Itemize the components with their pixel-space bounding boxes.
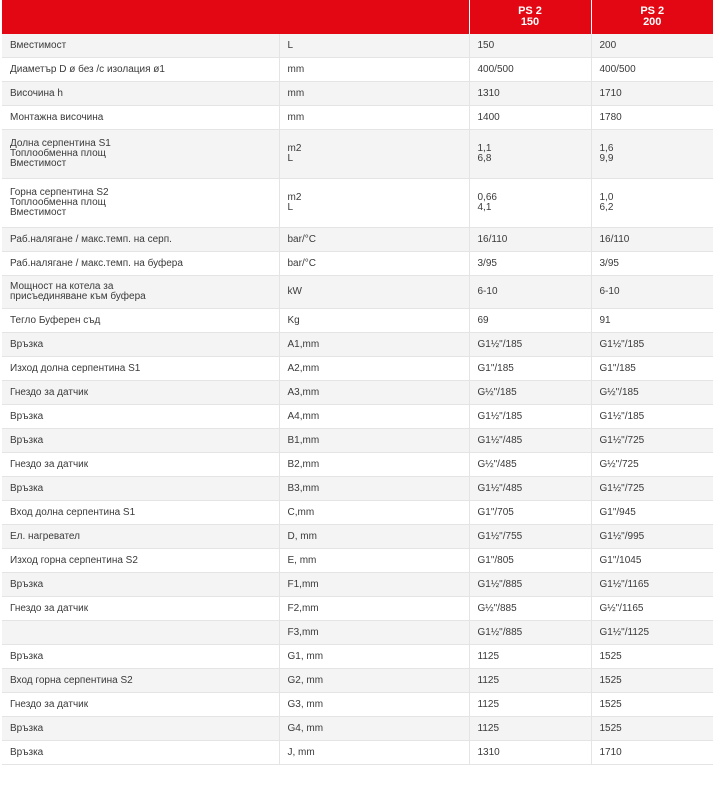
ps2-200-value-cell [591,669,713,693]
ps2-150-value-cell-text: G1"/705 [477,506,514,518]
header-ps2-200-model: PS 2 [640,5,665,17]
table-row [2,477,713,501]
unit-cell [279,549,469,573]
unit-cell-text: Kg [287,314,300,326]
parameter-cell [2,333,279,357]
table-row [2,429,713,453]
ps2-200-value-cell-text: 3/95 [599,257,619,269]
unit-cell-text: J, mm [287,746,315,758]
table-body [2,34,713,765]
ps2-150-value-cell [469,549,591,573]
unit-cell [279,381,469,405]
unit-cell-text: F3,mm [287,626,319,638]
ps2-200-value-cell-text: G1½"/995 [599,530,645,542]
unit-cell-text: B1,mm [287,434,320,446]
ps2-150-value-cell [469,82,591,106]
ps2-150-value-cell [469,669,591,693]
ps2-200-value-cell [591,333,713,357]
parameter-cell [2,597,279,621]
ps2-150-value-cell [469,381,591,405]
table-row [2,525,713,549]
unit-cell [279,34,469,58]
ps2-200-value-cell-text: 400/500 [599,63,636,75]
parameter-cell [2,477,279,501]
ps2-200-value-cell-text: G1"/945 [599,506,636,518]
parameter-cell [2,179,279,228]
ps2-150-value-cell-text: G1½"/485 [477,482,523,494]
parameter-cell-text: Раб.налягане / макс.темп. на серп. [10,233,172,245]
parameter-cell-text: Връзка [10,746,44,758]
unit-cell-text: C,mm [287,506,315,518]
ps2-150-value-cell-text: G½"/485 [477,458,517,470]
ps2-200-value-cell-text: 6-10 [599,286,620,297]
parameter-cell-text: Мощност на котела за [10,281,114,292]
parameter-cell-text: Изход горна серпентина S2 [10,554,138,566]
ps2-150-value-cell [469,58,591,82]
unit-cell-text: L [287,153,294,164]
unit-cell-text: kW [287,286,302,297]
unit-cell [279,82,469,106]
unit-cell-text: G3, mm [287,698,324,710]
ps2-150-value-cell [469,357,591,381]
ps2-150-value-cell [469,597,591,621]
ps2-150-value-cell-text: 1125 [477,674,500,686]
unit-cell-text: D, mm [287,530,317,542]
ps2-150-value-cell [469,501,591,525]
ps2-150-value-cell-text: 4,1 [477,202,492,213]
ps2-150-value-cell-text: G1½"/485 [477,434,523,446]
parameter-cell [2,453,279,477]
table-row [2,333,713,357]
parameter-cell [2,276,279,309]
unit-cell-text: bar/°C [287,233,316,245]
ps2-200-value-cell [591,573,713,597]
ps2-150-value-cell [469,525,591,549]
ps2-150-value-cell-text: 1310 [477,746,500,758]
parameter-cell-text: Долна серпентина S1 [10,138,111,149]
ps2-150-value-cell [469,333,591,357]
ps2-150-value-cell-text: 1125 [477,650,500,662]
parameter-cell-text: Вместимост [10,158,67,169]
ps2-150-value-cell-text: G½"/885 [477,602,517,614]
unit-cell [279,130,469,179]
ps2-200-value-cell-text: G1"/1045 [599,554,642,566]
unit-cell [279,477,469,501]
ps2-150-value-cell [469,309,591,333]
ps2-200-value-cell-text: 1780 [599,111,622,123]
ps2-200-value-cell [591,525,713,549]
table-row [2,717,713,741]
header-unit [279,0,469,34]
ps2-200-value-cell [591,477,713,501]
ps2-150-value-cell [469,741,591,765]
ps2-200-value-cell [591,276,713,309]
ps2-200-value-cell-text: G½"/1165 [599,602,644,614]
ps2-200-value-cell [591,357,713,381]
parameter-cell-text: Гнездо за датчик [10,698,89,710]
ps2-150-value-cell [469,693,591,717]
table-row [2,82,713,106]
ps2-200-value-cell [591,453,713,477]
table-row [2,381,713,405]
parameter-cell-text: Връзка [10,650,44,662]
ps2-150-value-cell [469,717,591,741]
ps2-150-value-cell-text: G1½"/185 [477,410,523,422]
parameter-cell-text: Монтажна височина [10,111,104,123]
ps2-200-value-cell [591,429,713,453]
unit-cell-text: B3,mm [287,482,320,494]
unit-cell [279,597,469,621]
parameter-cell-text: Връзка [10,338,44,350]
parameter-cell [2,130,279,179]
ps2-200-value-cell [591,597,713,621]
ps2-200-value-cell [591,405,713,429]
ps2-150-value-cell [469,252,591,276]
unit-cell-text: G4, mm [287,722,324,734]
ps2-200-value-cell-text: 1710 [599,87,622,99]
parameter-cell-text: присъединяване към буфера [10,291,146,302]
header-parameter [2,0,279,34]
ps2-200-value-cell-text: 16/110 [599,233,630,245]
ps2-150-value-cell-text: 3/95 [477,257,497,269]
unit-cell-text: G1, mm [287,650,324,662]
parameter-cell [2,741,279,765]
parameter-cell [2,693,279,717]
unit-cell [279,693,469,717]
table-row [2,405,713,429]
ps2-200-value-cell [591,645,713,669]
parameter-cell [2,381,279,405]
ps2-150-value-cell [469,179,591,228]
table-row [2,693,713,717]
parameter-cell-text: Вход горна серпентина S2 [10,674,133,686]
parameter-cell-text: Тегло Буферен съд [10,314,101,326]
ps2-200-value-cell-text: 1525 [599,722,622,734]
ps2-200-value-cell [591,501,713,525]
unit-cell [279,58,469,82]
ps2-200-value-cell-text: G1½"/1165 [599,578,650,590]
ps2-150-value-cell-text: G1½"/185 [477,338,523,350]
unit-cell [279,453,469,477]
ps2-200-value-cell-text: G1½"/185 [599,410,645,422]
parameter-cell [2,525,279,549]
unit-cell [279,405,469,429]
unit-cell-text: mm [287,87,305,99]
parameter-cell-text: Раб.налягане / макс.темп. на буфера [10,257,183,269]
unit-cell [279,309,469,333]
ps2-200-value-cell-text: 1710 [599,746,622,758]
ps2-150-value-cell-text: 0,66 [477,192,497,203]
ps2-150-value-cell [469,453,591,477]
parameter-cell [2,405,279,429]
table-row [2,179,713,228]
unit-cell [279,357,469,381]
ps2-150-value-cell-text: 1,1 [477,143,492,154]
parameter-cell [2,573,279,597]
unit-cell-text: bar/°C [287,257,316,269]
parameter-cell [2,106,279,130]
unit-cell-text: m2 [287,143,302,154]
table-row [2,58,713,82]
parameter-cell [2,645,279,669]
parameter-cell-text: Изход долна серпентина S1 [10,362,141,374]
ps2-200-value-cell-text: G1½"/725 [599,482,645,494]
ps2-200-value-cell [591,58,713,82]
unit-cell [279,573,469,597]
ps2-150-value-cell-text: 1125 [477,722,500,734]
ps2-200-value-cell-text: 1,0 [599,192,614,203]
ps2-200-value-cell [591,549,713,573]
ps2-150-value-cell [469,130,591,179]
parameter-cell [2,252,279,276]
unit-cell [279,645,469,669]
parameter-cell [2,82,279,106]
parameter-cell-text: Топлообменна площ [10,148,106,159]
ps2-200-value-cell [591,309,713,333]
parameter-cell-text: Гнездо за датчик [10,458,89,470]
ps2-150-value-cell-text: 6,8 [477,153,492,164]
parameter-cell [2,501,279,525]
ps2-150-value-cell [469,34,591,58]
ps2-150-value-cell [469,405,591,429]
table-row [2,669,713,693]
ps2-200-value-cell [591,34,713,58]
unit-cell [279,429,469,453]
ps2-200-value-cell [591,717,713,741]
parameter-cell [2,309,279,333]
ps2-150-value-cell-text: G½"/185 [477,386,517,398]
ps2-150-value-cell-text: 6-10 [477,286,498,297]
ps2-150-value-cell [469,228,591,252]
ps2-200-value-cell-text: 6,2 [599,202,614,213]
ps2-150-value-cell-text: 400/500 [477,63,514,75]
ps2-200-value-cell-text: G1½"/1125 [599,626,650,638]
ps2-200-value-cell [591,621,713,645]
parameter-cell-text: Връзка [10,434,44,446]
parameter-cell [2,669,279,693]
unit-cell-text: m2 [287,192,302,203]
parameter-cell-text: Вход долна серпентина S1 [10,506,136,518]
unit-cell-text: L [287,39,294,51]
ps2-150-value-cell [469,276,591,309]
ps2-200-value-cell-text: 91 [599,314,611,326]
unit-cell [279,501,469,525]
header-ps2-200-volume: 200 [643,16,662,28]
header-ps2-200 [591,0,713,34]
ps2-150-value-cell-text: 69 [477,314,489,326]
table-header [2,0,713,34]
ps2-150-value-cell [469,429,591,453]
unit-cell-text: A4,mm [287,410,320,422]
unit-cell-text: mm [287,111,305,123]
table-row [2,549,713,573]
ps2-150-value-cell-text: G1"/185 [477,362,514,374]
ps2-150-value-cell-text: G1½"/755 [477,530,523,542]
table-row [2,573,713,597]
parameter-cell-text: Диаметър D ø без /с изолация ø1 [10,63,165,75]
parameter-cell-text: Височина h [10,87,63,99]
table-row [2,501,713,525]
unit-cell-text: B2,mm [287,458,320,470]
parameter-cell [2,717,279,741]
ps2-200-value-cell-text: 9,9 [599,153,614,164]
ps2-200-value-cell [591,741,713,765]
unit-cell [279,106,469,130]
table-row [2,276,713,309]
parameter-cell-text: Вместимост [10,39,67,51]
unit-cell-text: L [287,202,294,213]
parameter-cell [2,34,279,58]
unit-cell [279,717,469,741]
unit-cell [279,179,469,228]
table-row [2,34,713,58]
ps2-200-value-cell [591,381,713,405]
table-row [2,252,713,276]
header-ps2-150-model: PS 2 [518,5,542,17]
ps2-150-value-cell-text: 1125 [477,698,500,710]
unit-cell [279,621,469,645]
parameter-cell [2,429,279,453]
ps2-200-value-cell [591,228,713,252]
ps2-150-value-cell [469,106,591,130]
parameter-cell-text: Горна серпентина S2 [10,187,109,198]
specifications-table [2,0,713,765]
unit-cell-text: A1,mm [287,338,320,350]
parameter-cell-text: Връзка [10,482,44,494]
ps2-150-value-cell [469,573,591,597]
parameter-cell-text: Ел. нагревател [10,530,80,542]
parameter-cell [2,357,279,381]
ps2-200-value-cell-text: G1½"/185 [599,338,645,350]
unit-cell-text: A2,mm [287,362,320,374]
ps2-200-value-cell-text: 1525 [599,650,622,662]
table-row [2,453,713,477]
ps2-150-value-cell-text: G1"/805 [477,554,514,566]
ps2-150-value-cell-text: 150 [477,39,495,51]
ps2-200-value-cell-text: 1525 [599,674,622,686]
ps2-200-value-cell [591,179,713,228]
unit-cell [279,228,469,252]
parameter-cell-text: Връзка [10,410,44,422]
parameter-cell [2,549,279,573]
parameter-cell [2,621,279,645]
unit-cell [279,333,469,357]
ps2-200-value-cell [591,130,713,179]
parameter-cell [2,228,279,252]
ps2-200-value-cell-text: 1525 [599,698,622,710]
ps2-150-value-cell [469,645,591,669]
parameter-cell-text: Гнездо за датчик [10,386,89,398]
table-row [2,357,713,381]
unit-cell [279,669,469,693]
ps2-150-value-cell-text: 16/110 [477,233,508,245]
ps2-200-value-cell-text: G½"/185 [599,386,639,398]
parameter-cell-text: Връзка [10,722,44,734]
parameter-cell-text: Връзка [10,578,44,590]
table-row [2,130,713,179]
ps2-200-value-cell-text: G1"/185 [599,362,636,374]
table-row [2,106,713,130]
table-row [2,621,713,645]
ps2-200-value-cell-text: G½"/725 [599,458,639,470]
unit-cell-text: F1,mm [287,578,319,590]
header-row [2,0,713,34]
ps2-150-value-cell-text: G1½"/885 [477,578,523,590]
ps2-200-value-cell-text: 1,6 [599,143,614,154]
unit-cell [279,252,469,276]
unit-cell [279,525,469,549]
header-ps2-150-volume: 150 [520,16,540,28]
table-row [2,645,713,669]
table-row [2,228,713,252]
unit-cell-text: mm [287,63,305,75]
table-row [2,597,713,621]
ps2-200-value-cell [591,693,713,717]
parameter-cell-text: Топлообменна площ [10,197,106,208]
ps2-200-value-cell-text: 200 [599,39,617,51]
unit-cell-text: E, mm [287,554,317,566]
ps2-200-value-cell [591,252,713,276]
unit-cell-text: G2, mm [287,674,324,686]
unit-cell [279,741,469,765]
table-row [2,309,713,333]
table-row [2,741,713,765]
ps2-150-value-cell-text: G1½"/885 [477,626,523,638]
ps2-200-value-cell [591,82,713,106]
ps2-200-value-cell [591,106,713,130]
ps2-150-value-cell [469,477,591,501]
unit-cell [279,276,469,309]
unit-cell-text: F2,mm [287,602,319,614]
parameter-cell-text: Вместимост [10,207,67,218]
header-ps2-150 [469,0,591,34]
ps2-150-value-cell-text: 1310 [477,87,500,99]
parameter-cell-text: Гнездо за датчик [10,602,89,614]
parameter-cell [2,58,279,82]
ps2-150-value-cell [469,621,591,645]
ps2-150-value-cell-text: 1400 [477,111,500,123]
ps2-200-value-cell-text: G1½"/725 [599,434,645,446]
unit-cell-text: A3,mm [287,386,320,398]
